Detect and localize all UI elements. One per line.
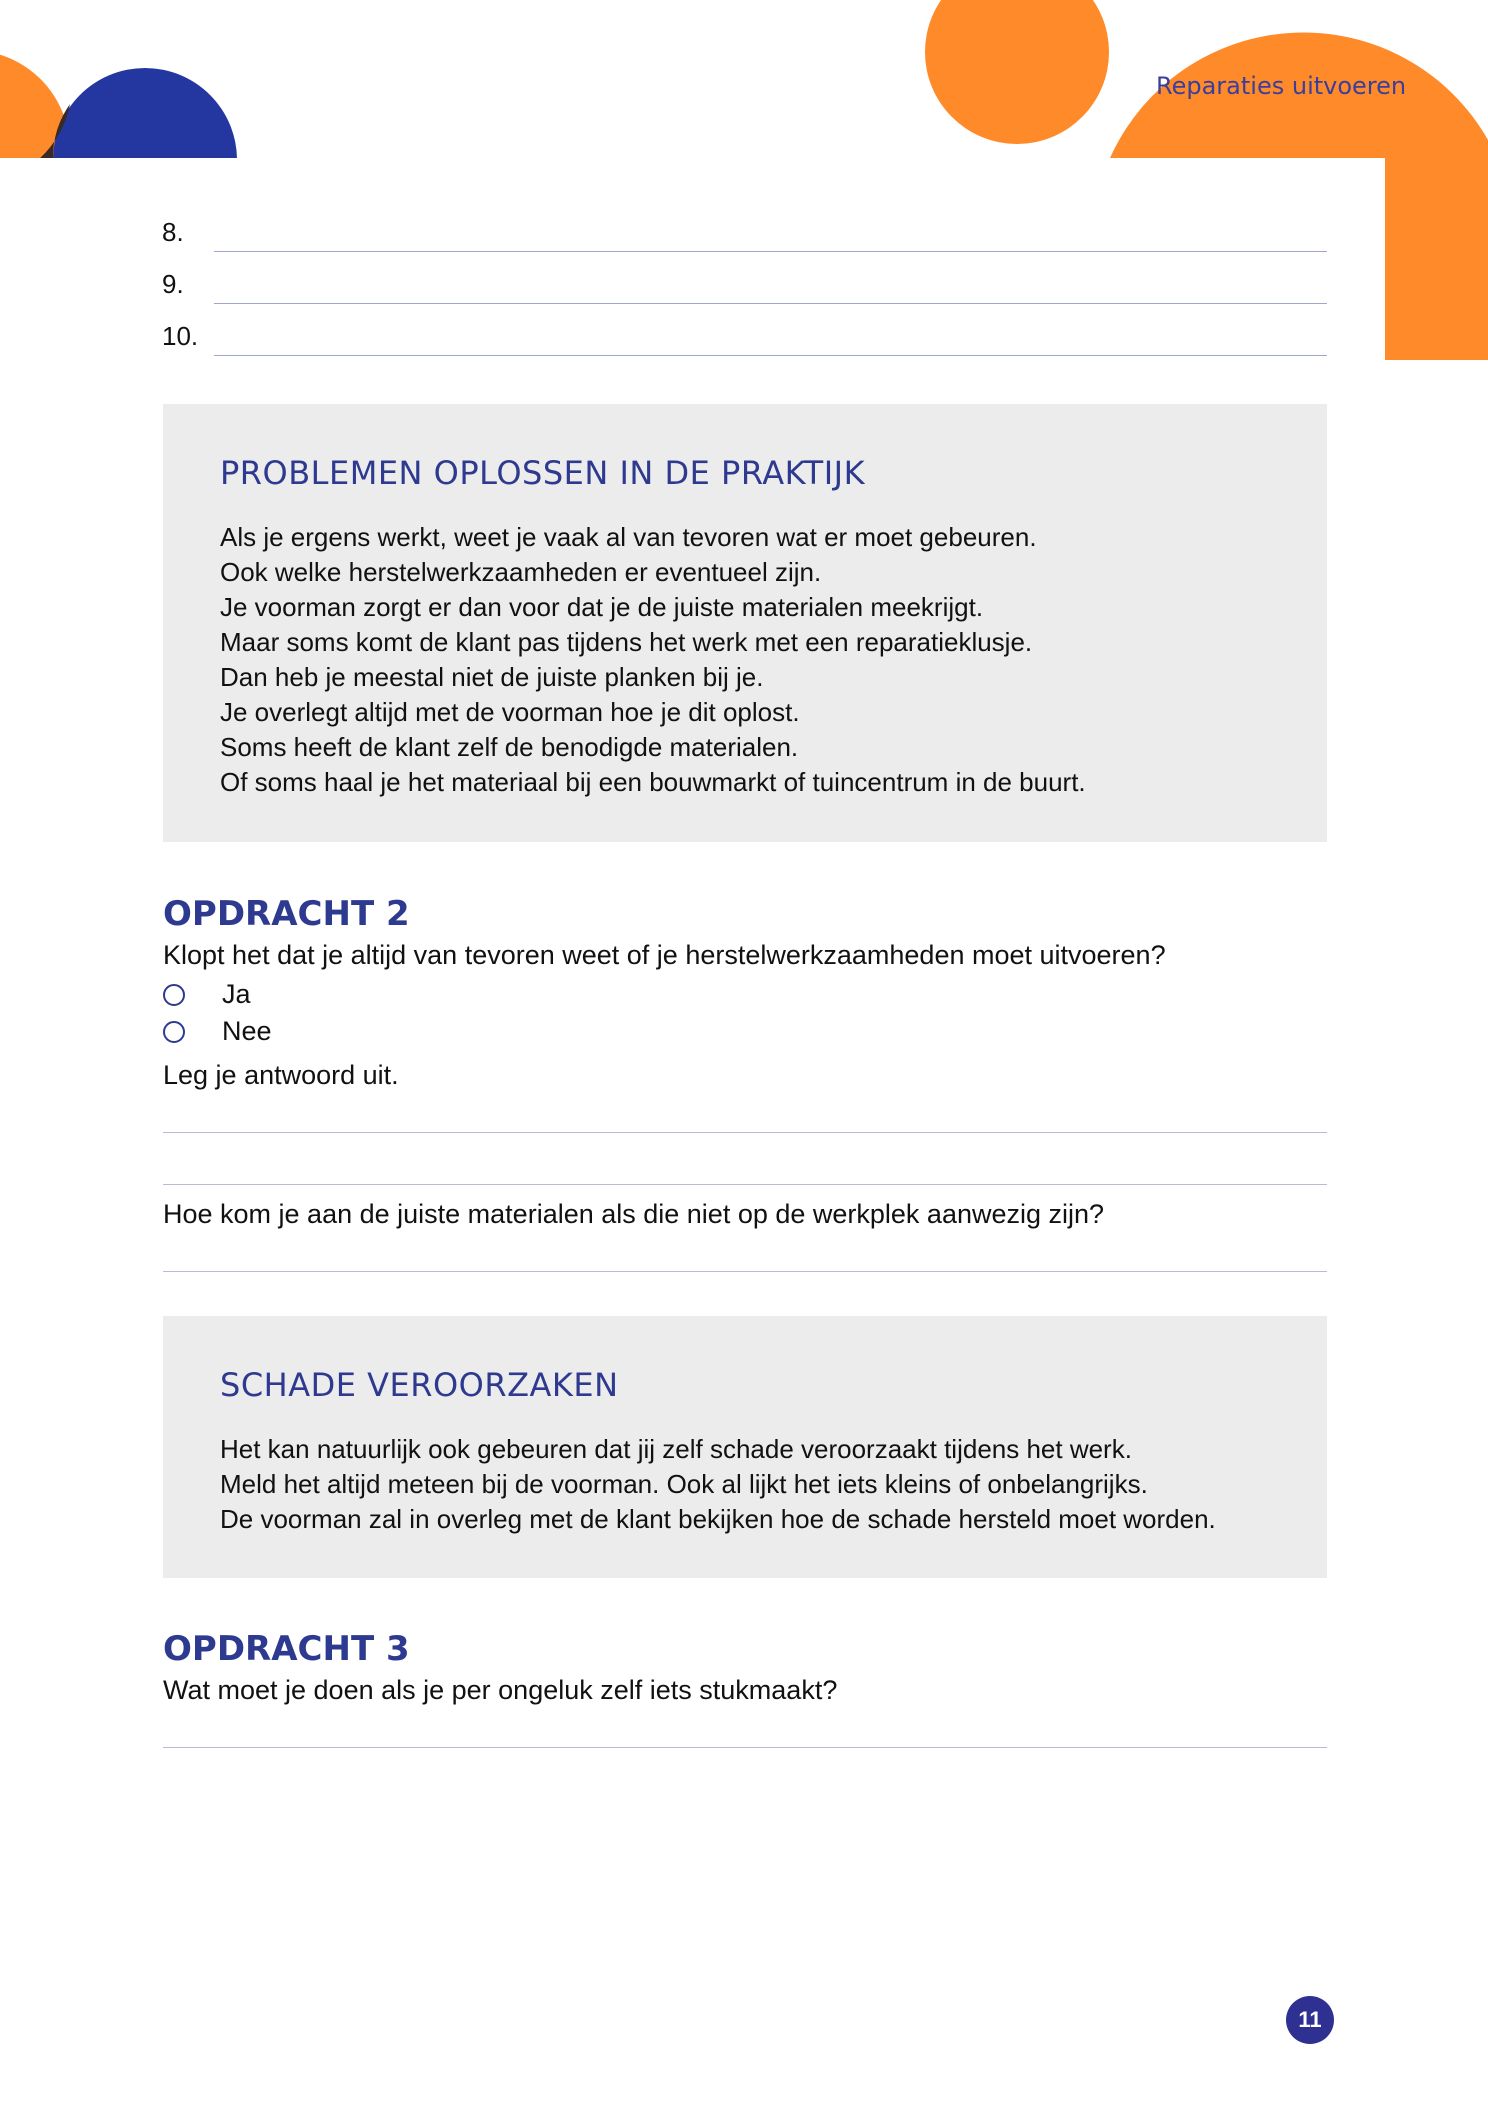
answer-line[interactable] bbox=[163, 1747, 1327, 1748]
box-line: Of soms haal je het materiaal bij een bouwmarkt of tuincentrum in de buurt. bbox=[220, 767, 1086, 797]
info-box-problem-solving bbox=[163, 404, 1327, 842]
box-line: Het kan natuurlijk ook gebeuren dat jij zelf schade veroorzaakt tijdens het werk. bbox=[220, 1434, 1132, 1464]
line-number: 8. bbox=[162, 217, 184, 247]
assignment-3-question: Wat moet je doen als je per ongeluk zelf iets stukmaakt? bbox=[163, 1675, 838, 1705]
numbered-line[interactable] bbox=[162, 212, 1327, 252]
page-number-badge: 11 bbox=[1286, 1996, 1334, 2044]
radio-label: Ja bbox=[222, 979, 251, 1009]
radio-option-ja[interactable] bbox=[163, 979, 251, 1010]
numbered-line[interactable] bbox=[162, 316, 1327, 356]
box-line: Soms heeft de klant zelf de benodigde materialen. bbox=[220, 732, 799, 762]
numbered-line[interactable] bbox=[162, 264, 1327, 304]
box-line: Ook welke herstelwerkzaamheden er eventueel zijn. bbox=[220, 557, 822, 587]
assignment-2-title: OPDRACHT 2 bbox=[163, 894, 410, 934]
header-title: Reparaties uitvoeren bbox=[1156, 72, 1407, 100]
box-line: Maar soms komt de klant pas tijdens het werk met een reparatieklusje. bbox=[220, 627, 1033, 657]
line-number: 10. bbox=[162, 321, 199, 351]
line-number: 9. bbox=[162, 269, 184, 299]
answer-rule bbox=[214, 251, 1327, 252]
assignment-2-question-2: Hoe kom je aan de juiste materialen als die niet op de werkplek aanwezig zijn? bbox=[163, 1199, 1105, 1229]
box-title: SCHADE VEROORZAKEN bbox=[220, 1366, 619, 1404]
box-line: Je voorman zorgt er dan voor dat je de juiste materialen meekrijgt. bbox=[220, 592, 984, 622]
info-box-damage bbox=[163, 1316, 1327, 1578]
radio-circle[interactable] bbox=[163, 1021, 185, 1043]
box-line: Als je ergens werkt, weet je vaak al van tevoren wat er moet gebeuren. bbox=[220, 522, 1037, 552]
radio-label: Nee bbox=[222, 1016, 272, 1046]
box-line: Dan heb je meestal niet de juiste planken bij je. bbox=[220, 662, 764, 692]
box-line: Meld het altijd meteen bij de voorman. Ook al lijkt het iets kleins of onbelangrijks. bbox=[220, 1469, 1148, 1499]
radio-option-nee[interactable] bbox=[163, 1016, 272, 1047]
assignment-2-question: Klopt het dat je altijd van tevoren weet of je herstelwerkzaamheden moet uitvoeren? bbox=[163, 940, 1166, 970]
answer-line[interactable] bbox=[163, 1184, 1327, 1185]
box-body bbox=[220, 1432, 1270, 1537]
answer-line[interactable] bbox=[163, 1132, 1327, 1133]
box-title: PROBLEMEN OPLOSSEN IN DE PRAKTIJK bbox=[220, 454, 866, 492]
box-line: Je overlegt altijd met de voorman hoe je dit oplost. bbox=[220, 697, 800, 727]
box-line: De voorman zal in overleg met de klant bekijken hoe de schade hersteld moet worden. bbox=[220, 1504, 1216, 1534]
answer-rule bbox=[214, 355, 1327, 356]
box-body bbox=[220, 520, 1270, 800]
header-decoration bbox=[0, 0, 1488, 360]
answer-rule bbox=[214, 303, 1327, 304]
answer-line[interactable] bbox=[163, 1271, 1327, 1272]
explain-prompt: Leg je antwoord uit. bbox=[163, 1060, 399, 1090]
assignment-3-title: OPDRACHT 3 bbox=[163, 1629, 410, 1669]
orange-circle-top bbox=[925, 0, 1109, 144]
radio-circle[interactable] bbox=[163, 984, 185, 1006]
